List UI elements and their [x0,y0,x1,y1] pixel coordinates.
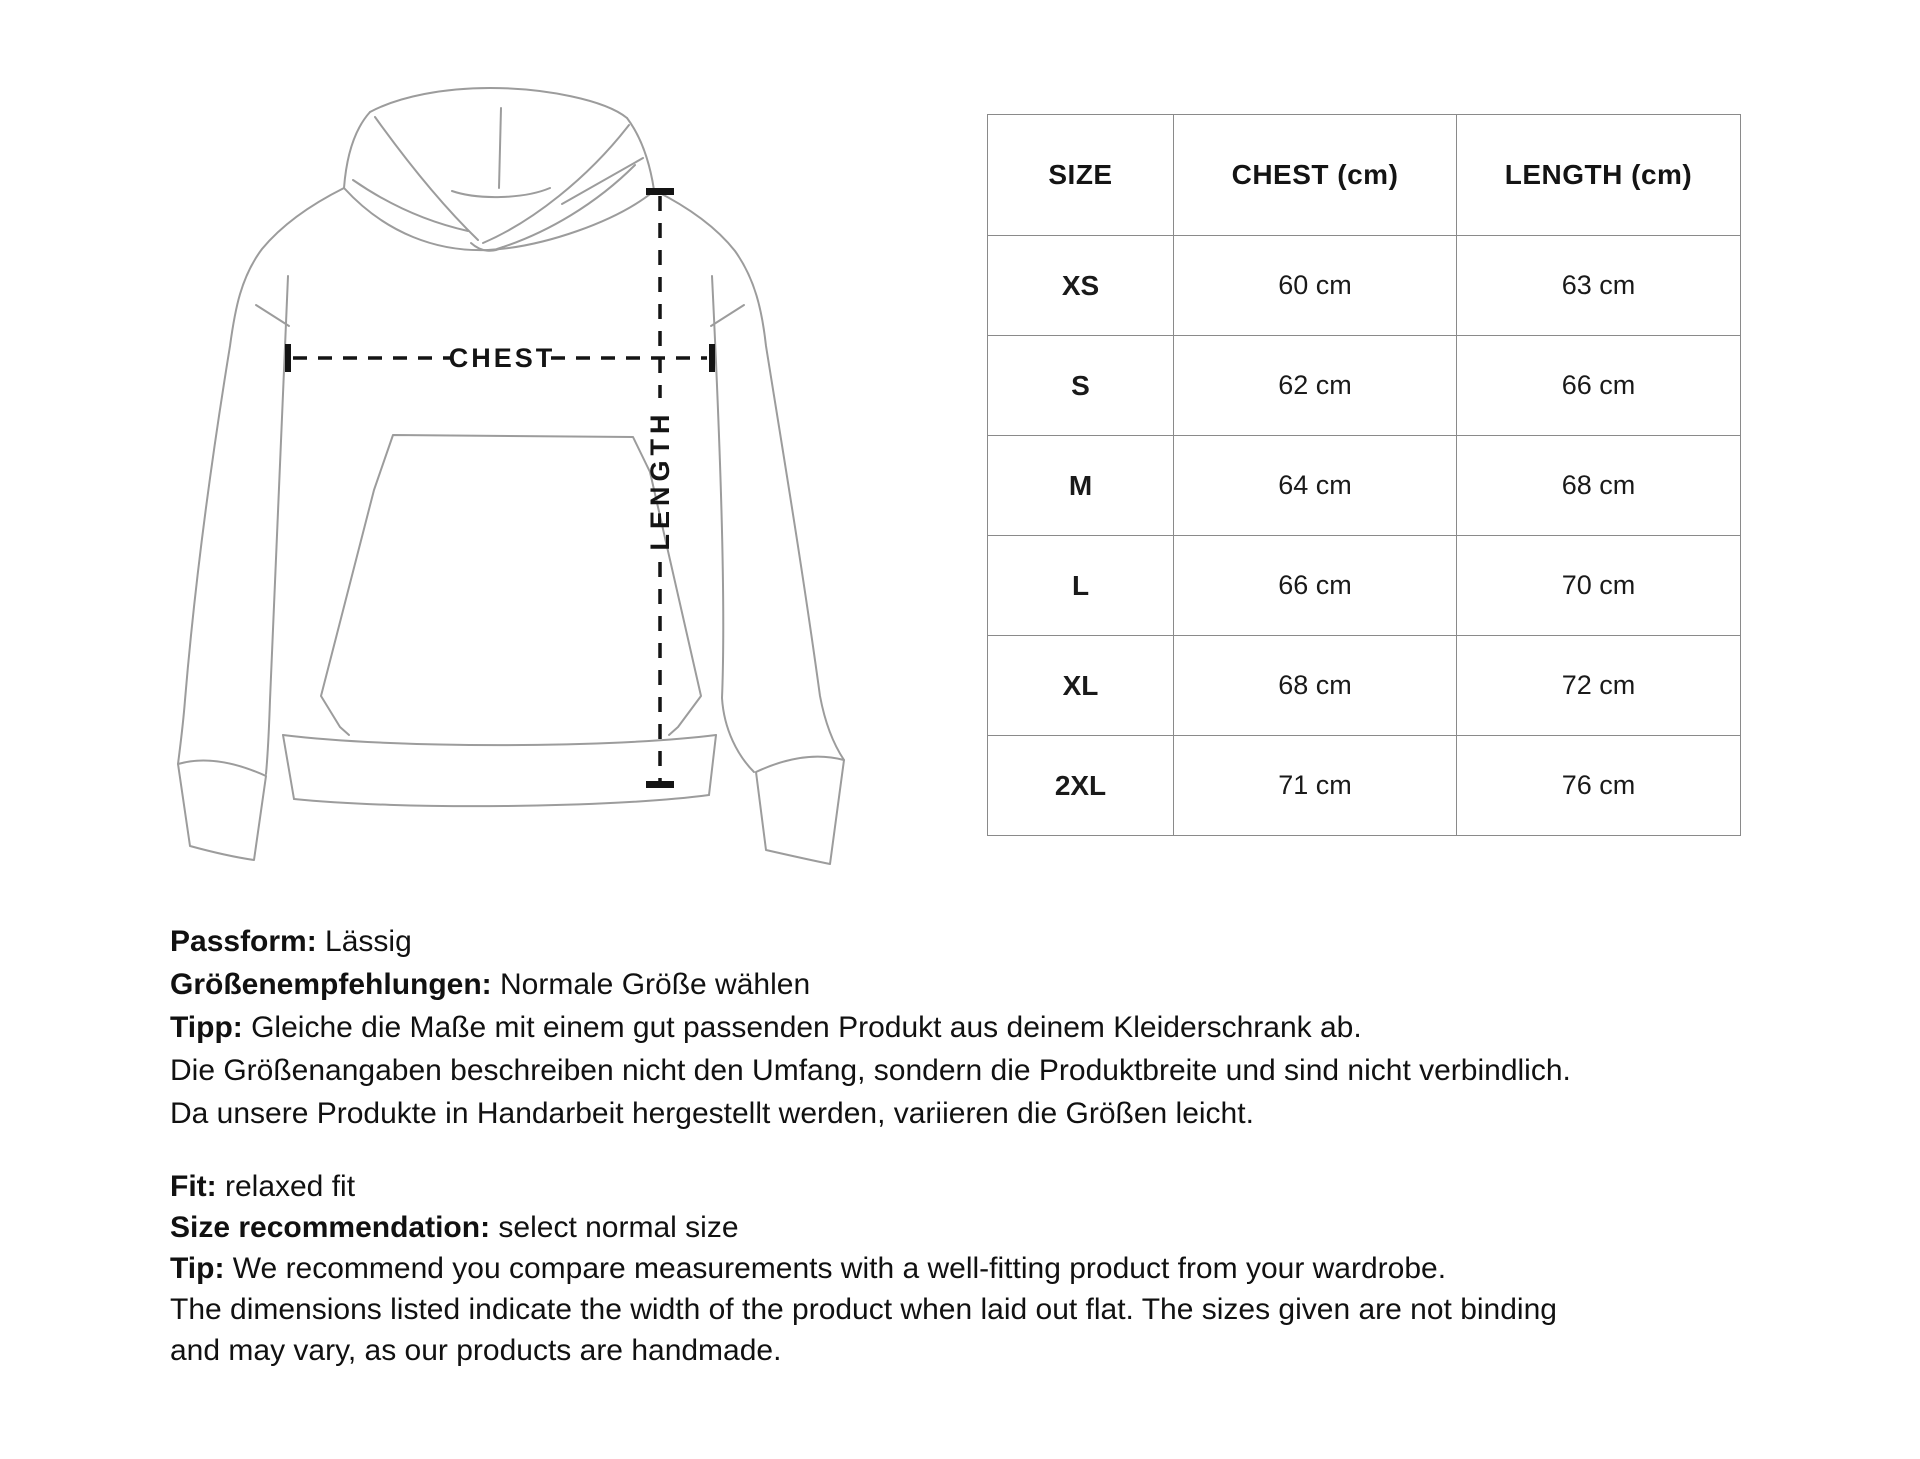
length-tick-top [646,188,674,195]
chest-cell: 60 cm [1174,236,1457,336]
right-cuff [756,757,844,864]
chest-cell: 66 cm [1174,536,1457,636]
size-table [987,114,1741,836]
drawstring [562,158,643,204]
tip-line-en: Tip: We recommend you compare measurements with a well-fitting product from your wardrobe. [170,1252,1447,1285]
note-line-de: Da unsere Produkte in Handarbeit hergestellt werden, variieren die Größen leicht. [170,1097,1254,1130]
tip-line-de: Tipp: Gleiche die Maße mit einem gut passenden Produkt aus deinem Kleiderschrank ab. [170,1011,1362,1044]
chest-label: CHEST [448,343,556,373]
hood-center-seam [499,108,501,188]
table-row-s [988,336,1741,436]
note-line-en: and may vary, as our products are handmade. [170,1334,782,1367]
right-sleeve-outline [654,190,844,760]
pocket [321,435,701,735]
length-measure [645,188,675,788]
fit-line-de: Passform: Lässig [170,925,412,958]
chest-tick-right [709,344,715,372]
size-recommendation-line-de: Größenempfehlungen: Normale Größe wählen [170,968,811,1001]
length-cell: 72 cm [1457,636,1741,736]
chest-tick-left [285,344,291,372]
chest-cell: 71 cm [1174,736,1457,836]
header-size: SIZE [988,115,1174,236]
size-cell: S [988,336,1174,436]
chest-cell: 64 cm [1174,436,1457,536]
table-row-xs [988,236,1741,336]
length-cell: 66 cm [1457,336,1741,436]
table-row-l [988,536,1741,636]
length-cell: 68 cm [1457,436,1741,536]
hood-outline [370,88,627,118]
chest-cell: 62 cm [1174,336,1457,436]
note-line-en: The dimensions listed indicate the width of the product when laid out flat. The sizes given are not binding [170,1293,1557,1326]
size-cell: M [988,436,1174,536]
table-header-row [988,115,1741,236]
waistband [283,735,716,745]
info-block-english [170,1166,1557,1371]
size-recommendation-line-en: Size recommendation: select normal size [170,1211,739,1244]
header-length: LENGTH (cm) [1457,115,1741,236]
info-block-german [170,920,1571,1135]
size-cell: L [988,536,1174,636]
left-body-seam [266,276,288,774]
length-cell: 70 cm [1457,536,1741,636]
size-cell: XL [988,636,1174,736]
table-row-2xl [988,736,1741,836]
table-row-m [988,436,1741,536]
note-line-de: Die Größenangaben beschreiben nicht den Umfang, sondern die Produktbreite und sind nicht verbindlich. [170,1054,1571,1087]
length-tick-bottom [646,781,674,788]
left-cuff [178,760,266,860]
fit-line-en: Fit: relaxed fit [170,1170,356,1203]
left-sleeve-outline [178,188,344,764]
length-cell: 63 cm [1457,236,1741,336]
hoodie-sketch [178,88,844,864]
chest-measure [285,343,715,373]
size-cell: XS [988,236,1174,336]
table-row-xl [988,636,1741,736]
length-label: LENGTH [645,409,675,551]
right-body-seam [712,276,754,772]
header-chest: CHEST (cm) [1174,115,1457,236]
size-cell: 2XL [988,736,1174,836]
length-cell: 76 cm [1457,736,1741,836]
chest-cell: 68 cm [1174,636,1457,736]
